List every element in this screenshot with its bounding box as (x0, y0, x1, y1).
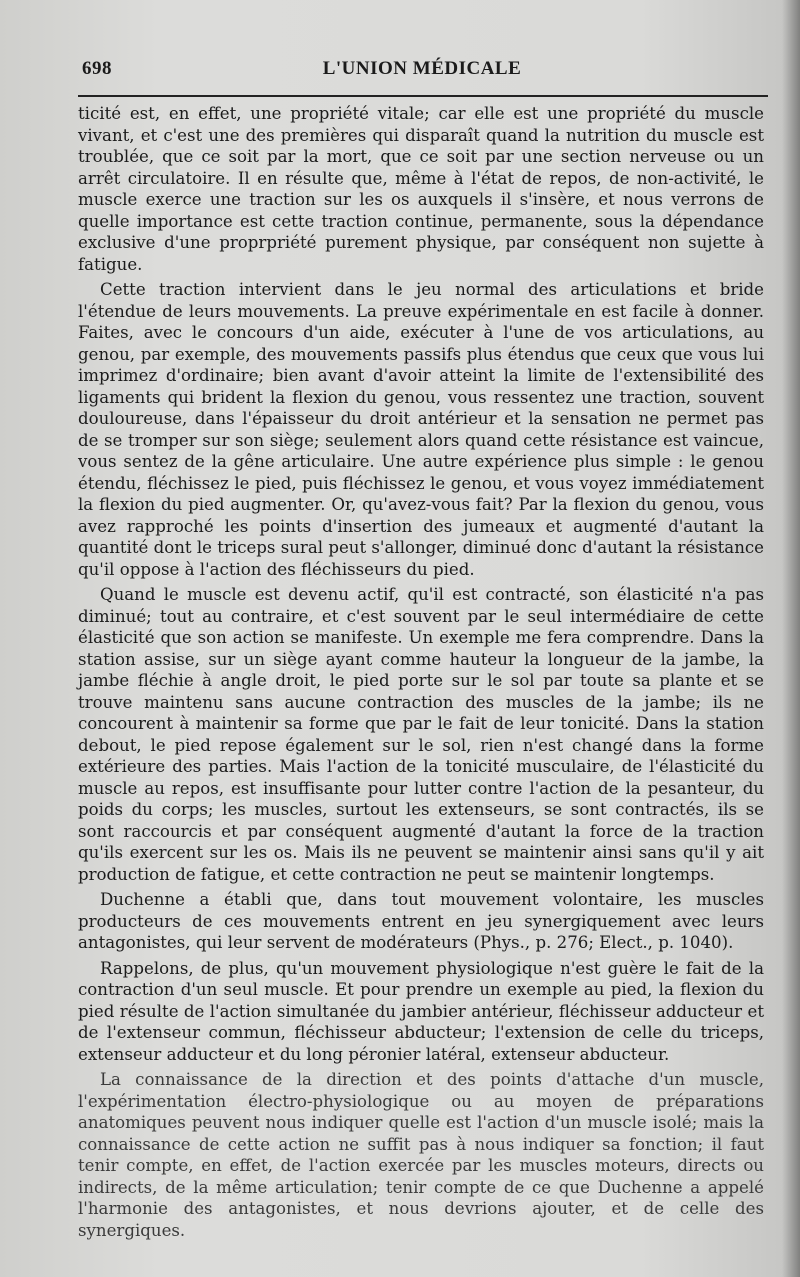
page-number: 698 (82, 58, 112, 79)
paragraph-3: Quand le muscle est devenu actif, qu'il est contracté, son élasticité n'a pas diminué; tout au contraire, et c'est souvent par le seul intermédiaire de cette élasticité que son action se manifeste. Un exemple me fera comprendre. Dans la station assise, sur un siège ayant comme hauteur la longueur de la jambe, la jambe fléchie à angle droit, le pied porte sur le sol par toute sa plante et se trouve maintenu sans aucune contraction des muscles de la jambe; ils ne concourent à maintenir sa forme que par le fait de leur tonicité. Dans la station debout, le pied repose également sur le sol, rien n'est changé dans la forme extérieure des parties. Mais l'action de la tonicité musculaire, de l'élasticité du muscle au repos, est insuffisante pour lutter contre l'action de la pesanteur, du poids du corps; les muscles, surtout les extenseurs, se sont contractés, ils se sont raccourcis et par conséquent augmenté d'autant la force de la traction qu'ils exercent sur les os. Mais ils ne peuvent se maintenir ainsi sans qu'il y ait production de fatigue, et cette contraction ne peut se maintenir longtemps. (78, 585, 764, 884)
journal-title: L'UNION MÉDICALE (322, 58, 522, 79)
page-edge-shadow (782, 0, 800, 1277)
paragraph-2: Cette traction intervient dans le jeu normal des articulations et bride l'étendue de leurs mouvements. La preuve expérimentale en est facile à donner. Faites, avec le concours d'un aide, exécuter à l'une de vos articulations, au genou, par exemple, des mouvements passifs plus étendus que ceux que vous lui imprimez d'ordinaire; bien avant d'avoir atteint la limite de l'extensibilité des ligaments qui brident la flexion du genou, vous ressentez une traction, souvent douloureuse, dans l'épaisseur du droit antérieur et la sensation ne permet pas de se tromper sur son siège; seulement alors quand cette résistance est vaincue, vous sentez de la gêne articulaire. Une autre expérience plus simple : le genou étendu, fléchissez le pied, puis fléchissez le genou, et vous voyez immédiatement la flexion du pied augmenter. Or, qu'avez-vous fait? Par la flexion du genou, vous avez rapproché les points d'insertion des jumeaux et augmenté d'autant la quantité dont le triceps sural peut s'allonger, diminué donc d'autant la résistance qu'il oppose à l'action des fléchisseurs du pied. (78, 280, 764, 579)
running-head (82, 58, 762, 88)
paragraph-6: La connaissance de la direction et des points d'attache d'un muscle, l'expérimentation électro-physiologique ou au moyen de préparations anatomiques peuvent nous indiquer quelle est l'action d'un muscle isolé; mais la connaissance de cette action ne suffit pas à nous indiquer sa fonction; il faut tenir compte, en effet, de l'action exercée par les muscles moteurs, directs ou indirects, de la même articulation; tenir compte de ce que Duchenne a appelé l'harmonie des antagonistes, et nous devrions ajouter, et de celle des synergiques. (78, 1070, 764, 1240)
body-text (78, 103, 764, 1245)
header-rule (78, 95, 768, 97)
paragraph-1: ticité est, en effet, une propriété vitale; car elle est une propriété du muscle vivant, et c'est une des premières qui disparaît quand la nutrition du muscle est troublée, que ce soit par la mort, que ce soit par une section nerveuse ou un arrêt circulatoire. Il en résulte que, même à l'état de repos, de non-activité, le muscle exerce une traction sur les os auxquels il s'insère, et nous verrons de quelle importance est cette traction continue, permanente, sous la dépendance exclusive d'une proprpriété purement physique, par conséquent non sujette à fatigue. (78, 104, 764, 274)
paragraph-5: Rappelons, de plus, qu'un mouvement physiologique n'est guère le fait de la contraction d'un seul muscle. Et pour prendre un exemple au pied, la flexion du pied résulte de l'action simultanée du jambier antérieur, fléchisseur adducteur et de l'extenseur commun, fléchisseur abducteur; l'extension de celle du triceps, extenseur adducteur et du long péronier latéral, extenseur abducteur. (78, 958, 764, 1064)
paragraph-4: Duchenne a établi que, dans tout mouvement volontaire, les muscles producteurs de ces mouvements entrent en jeu synergiquement avec leurs antagonistes, qui leur servent de modérateurs (Phys., p. 276; Elect., p. 1040). (78, 890, 764, 952)
